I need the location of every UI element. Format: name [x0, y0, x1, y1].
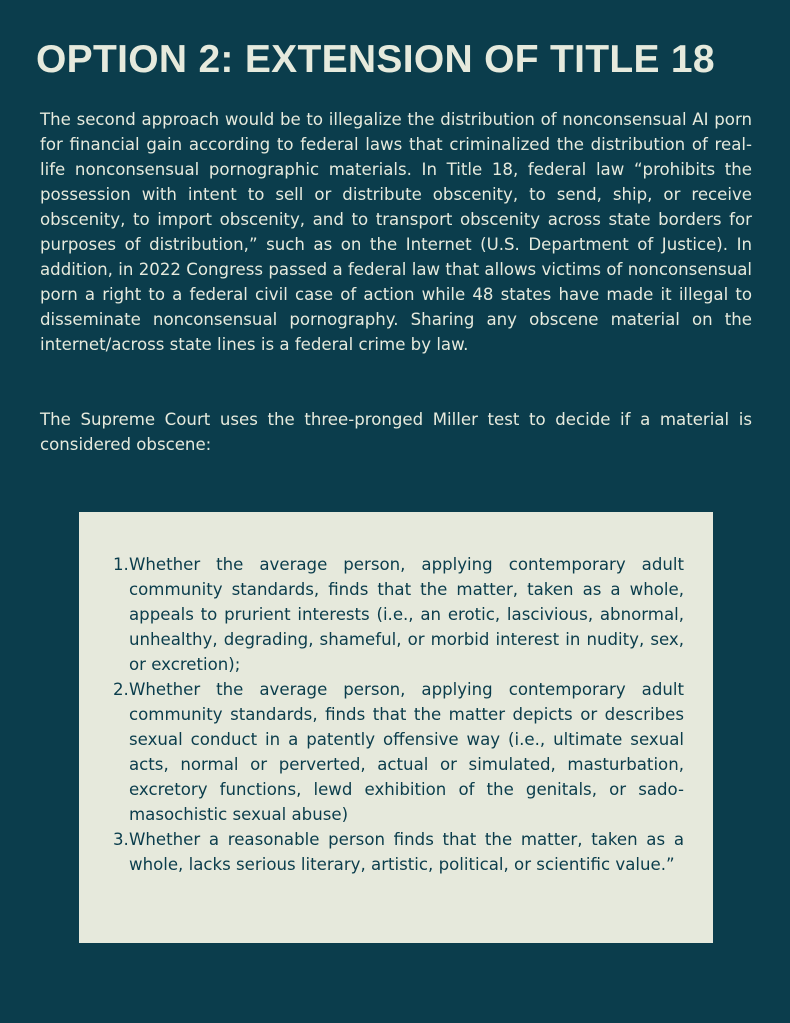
miller-test-list [113, 552, 684, 877]
list-text: Whether the average person, applying contemporary adult community standards, finds that the matter, taken as a whole, appeals to prurient interests (i.e., an erotic, lascivious, abnormal, unhealthy, degrading, shameful, or morbid interest in nudity, sex, or excretion); [129, 555, 684, 674]
list-item [113, 827, 684, 877]
list-text: Whether the average person, applying contemporary adult community standards, finds that the matter depicts or describes sexual conduct in a patently offensive way (i.e., ultimate sexual acts, normal or perverted, actual or simulated, masturbation, excretory functions, lewd exhibition of the genitals, or sado-masochistic sexual abuse) [129, 680, 684, 824]
list-text: Whether a reasonable person finds that the matter, taken as a whole, lacks serious literary, artistic, political, or scientific value.” [129, 830, 684, 874]
miller-test-box [79, 512, 713, 943]
list-item [113, 677, 684, 827]
list-number: 3. [113, 830, 129, 849]
list-number: 2. [113, 680, 129, 699]
paragraph-title-18: The second approach would be to illegalize the distribution of nonconsensual AI porn for financial gain according to federal laws that criminalized the distribution of real-life nonconsensual pornographic materials. In Title 18, federal law “prohibits the possession with intent to sell or distribute obscenity, to send, ship, or receive obscenity, to import obscenity, and to transport obscenity across state borders for purposes of distribution,” such as on the Internet (U.S. Department of Justice). In addition, in 2022 Congress passed a federal law that allows victims of nonconsensual porn a right to a federal civil case of action while 48 states have made it illegal to disseminate nonconsensual pornography. Sharing any obscene material on the internet/across state lines is a federal crime by law. [40, 110, 752, 354]
page-title: OPTION 2: EXTENSION OF TITLE 18 [36, 38, 715, 81]
paragraph-miller-intro: The Supreme Court uses the three-pronged Miller test to decide if a material is considered obscene: [40, 410, 752, 454]
list-number: 1. [113, 555, 129, 574]
list-item [113, 552, 684, 677]
